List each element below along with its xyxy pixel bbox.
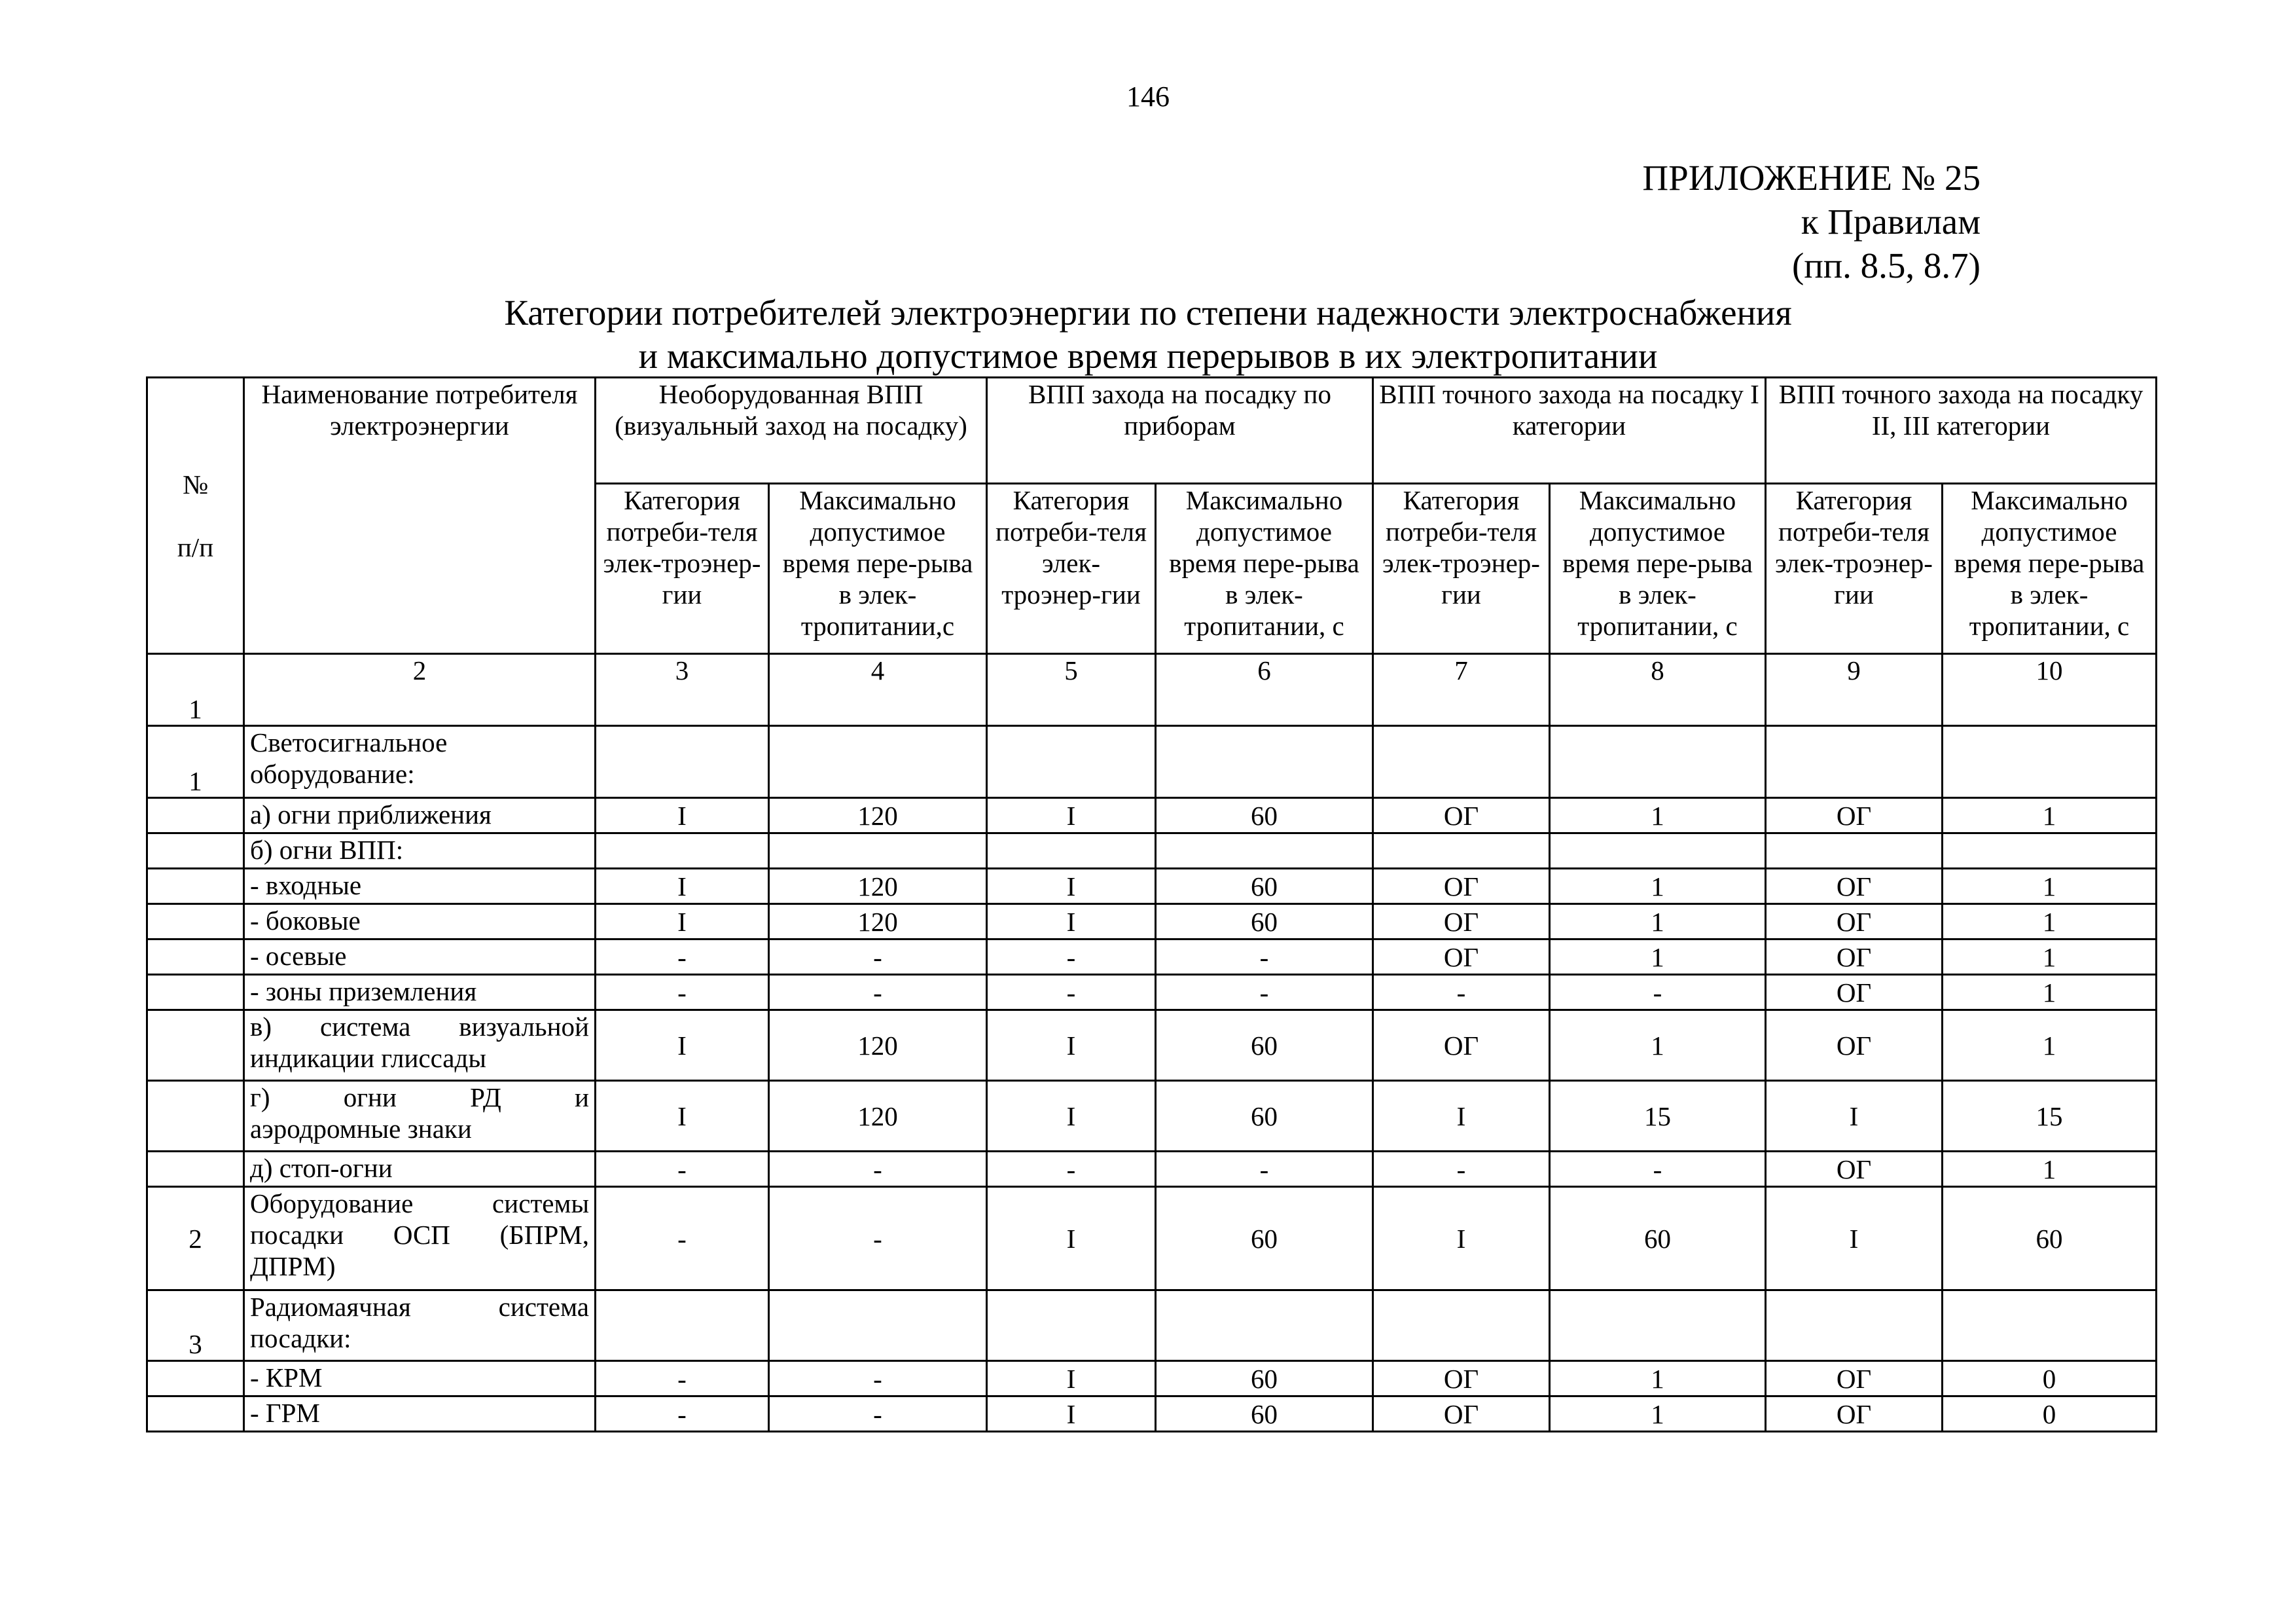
title-line-2: и максимально допустимое время перерывов в их электропитании — [638, 336, 1658, 376]
column-number-row — [147, 654, 2157, 726]
cell-category: I — [1766, 1187, 1943, 1290]
cell-category: I — [596, 798, 769, 833]
column-number: 8 — [1550, 654, 1766, 726]
header-max-time: Максимально допустимое время пере-рыва в элек-тропитании, с — [1550, 484, 1766, 654]
cell-category — [1373, 833, 1550, 869]
table-row — [147, 939, 2157, 975]
cell-category — [596, 833, 769, 869]
header-category: Категория потреби-теля элек-троэнер-гии — [987, 484, 1156, 654]
cell-category: I — [596, 904, 769, 939]
cell-category: - — [987, 975, 1156, 1010]
appendix-clauses: (пп. 8.5, 8.7) — [1792, 246, 1981, 285]
row-label-line: в) система визуальной — [250, 1012, 589, 1042]
table-row — [147, 798, 2157, 833]
row-label — [244, 1187, 596, 1290]
cell-max-time: - — [769, 1396, 987, 1432]
cell-category — [596, 726, 769, 798]
cell-category: I — [987, 1081, 1156, 1152]
cell-max-time — [1550, 1290, 1766, 1361]
cell-max-time: - — [1156, 1152, 1373, 1187]
cell-max-time: 1 — [1550, 1361, 1766, 1396]
row-label: - боковые — [244, 904, 596, 939]
cell-max-time: 60 — [1943, 1187, 2157, 1290]
cell-category: - — [596, 975, 769, 1010]
cell-max-time: 60 — [1156, 1187, 1373, 1290]
row-label: д) стоп-огни — [244, 1152, 596, 1187]
cell-max-time: 60 — [1156, 1361, 1373, 1396]
cell-max-time: 1 — [1943, 1010, 2157, 1081]
column-number: 1 — [147, 654, 244, 726]
table-row — [147, 1081, 2157, 1152]
cell-max-time: 1 — [1943, 975, 2157, 1010]
cell-category: ОГ — [1766, 975, 1943, 1010]
page-number: 146 — [1126, 81, 1170, 113]
header-number-sign: № — [182, 469, 209, 500]
cell-category: ОГ — [1373, 798, 1550, 833]
row-label: - осевые — [244, 939, 596, 975]
cell-category: ОГ — [1766, 1010, 1943, 1081]
appendix-heading — [1522, 156, 1981, 287]
table-row — [147, 1010, 2157, 1081]
cell-max-time: 1 — [1550, 904, 1766, 939]
cell-category: I — [1766, 1081, 1943, 1152]
cell-category: I — [987, 904, 1156, 939]
cell-category: ОГ — [1373, 1010, 1550, 1081]
column-number: 2 — [244, 654, 596, 726]
row-number — [147, 1081, 244, 1152]
cell-category: ОГ — [1766, 1152, 1943, 1187]
row-number: 3 — [147, 1290, 244, 1361]
header-category: Категория потреби-теля элек-троэнер-гии — [596, 484, 769, 654]
cell-category: - — [987, 939, 1156, 975]
table-row — [147, 833, 2157, 869]
cell-max-time: - — [769, 1361, 987, 1396]
cell-max-time: 1 — [1550, 1396, 1766, 1432]
cell-category: - — [596, 1152, 769, 1187]
cell-max-time: 120 — [769, 869, 987, 904]
cell-max-time: 1 — [1550, 869, 1766, 904]
row-number — [147, 869, 244, 904]
column-number: 10 — [1943, 654, 2157, 726]
cell-max-time — [1943, 833, 2157, 869]
row-number: 2 — [147, 1187, 244, 1290]
cell-max-time — [1943, 1290, 2157, 1361]
cell-category: I — [987, 798, 1156, 833]
cell-category: I — [987, 869, 1156, 904]
column-number: 5 — [987, 654, 1156, 726]
cell-max-time — [1550, 726, 1766, 798]
row-number — [147, 975, 244, 1010]
cell-category: - — [1373, 975, 1550, 1010]
cell-max-time: - — [769, 975, 987, 1010]
power-categories-table — [146, 376, 2157, 1432]
cell-category: ОГ — [1373, 869, 1550, 904]
cell-category — [987, 726, 1156, 798]
column-number: 3 — [596, 654, 769, 726]
column-number: 7 — [1373, 654, 1550, 726]
cell-category — [1373, 1290, 1550, 1361]
header-consumer-name: Наименование потребителя электроэнергии — [244, 378, 596, 654]
header-max-time: Максимально допустимое время пере-рыва в элек-тропитании, с — [1156, 484, 1373, 654]
table-row — [147, 1187, 2157, 1290]
cell-max-time: 0 — [1943, 1396, 2157, 1432]
cell-max-time: 1 — [1550, 939, 1766, 975]
cell-category: I — [1373, 1187, 1550, 1290]
table-row — [147, 726, 2157, 798]
column-number: 6 — [1156, 654, 1373, 726]
row-number — [147, 1010, 244, 1081]
cell-max-time: 120 — [769, 904, 987, 939]
cell-max-time — [769, 1290, 987, 1361]
row-label-line: Радиомаячная система — [250, 1292, 589, 1322]
cell-max-time: 60 — [1156, 869, 1373, 904]
row-label — [244, 1081, 596, 1152]
cell-max-time: 120 — [769, 1010, 987, 1081]
cell-max-time: 15 — [1943, 1081, 2157, 1152]
row-label-line: Оборудование системы — [250, 1188, 589, 1218]
cell-category: - — [1373, 1152, 1550, 1187]
cell-category: I — [987, 1187, 1156, 1290]
header-category: Категория потреби-теля элек-троэнер-гии — [1373, 484, 1550, 654]
row-number — [147, 1396, 244, 1432]
row-number — [147, 1152, 244, 1187]
cell-category: ОГ — [1373, 904, 1550, 939]
table-row — [147, 1361, 2157, 1396]
table-row — [147, 904, 2157, 939]
cell-max-time: 1 — [1943, 798, 2157, 833]
header-group-instrument: ВПП захода на посадку по приборам — [987, 378, 1373, 484]
cell-max-time: 60 — [1156, 798, 1373, 833]
column-number: 4 — [769, 654, 987, 726]
row-number: 1 — [147, 726, 244, 798]
cell-category: ОГ — [1373, 939, 1550, 975]
cell-category: I — [596, 1010, 769, 1081]
cell-max-time: - — [769, 1187, 987, 1290]
appendix-reference: к Правилам — [1801, 202, 1981, 242]
row-label-line: индикации глиссады — [250, 1043, 486, 1073]
header-group-visual: Необорудованная ВПП (визуальный заход на посадку) — [596, 378, 987, 484]
header-category: Категория потреби-теля элек-троэнер-гии — [1766, 484, 1943, 654]
row-number — [147, 833, 244, 869]
cell-max-time: 60 — [1156, 1396, 1373, 1432]
cell-max-time: 120 — [769, 798, 987, 833]
cell-category — [1766, 1290, 1943, 1361]
header-row-1 — [147, 378, 2157, 484]
row-number — [147, 1361, 244, 1396]
row-label: - входные — [244, 869, 596, 904]
row-label: - КРМ — [244, 1361, 596, 1396]
cell-category: I — [987, 1010, 1156, 1081]
row-number — [147, 904, 244, 939]
header-group-cat-1: ВПП точного захода на посадку I категории — [1373, 378, 1766, 484]
cell-max-time: 1 — [1943, 869, 2157, 904]
cell-max-time: - — [1550, 975, 1766, 1010]
table-row — [147, 1152, 2157, 1187]
cell-max-time: 1 — [1943, 904, 2157, 939]
row-label-line: посадки: — [250, 1323, 351, 1353]
cell-max-time — [769, 833, 987, 869]
cell-max-time: 1 — [1550, 798, 1766, 833]
cell-max-time: 1 — [1943, 939, 2157, 975]
row-label: б) огни ВПП: — [244, 833, 596, 869]
cell-category — [1766, 726, 1943, 798]
cell-category: ОГ — [1766, 1361, 1943, 1396]
cell-max-time: 120 — [769, 1081, 987, 1152]
table-row — [147, 1290, 2157, 1361]
header-number-abbr: п/п — [177, 532, 214, 562]
cell-max-time: 1 — [1550, 1010, 1766, 1081]
header-max-time: Максимально допустимое время пере-рыва в элек-тропитании, с — [1943, 484, 2157, 654]
appendix-number: ПРИЛОЖЕНИЕ № 25 — [1642, 158, 1981, 198]
cell-category: - — [987, 1152, 1156, 1187]
row-label-line: ДПРМ) — [250, 1251, 336, 1281]
header-max-time: Максимально допустимое время пере-рыва в элек-тропитании,с — [769, 484, 987, 654]
cell-category — [1373, 726, 1550, 798]
cell-max-time — [1156, 1290, 1373, 1361]
row-label: - ГРМ — [244, 1396, 596, 1432]
cell-category — [987, 1290, 1156, 1361]
cell-max-time: 1 — [1943, 1152, 2157, 1187]
cell-category: ОГ — [1766, 869, 1943, 904]
header-number — [147, 378, 244, 654]
cell-max-time: 60 — [1156, 1010, 1373, 1081]
row-number — [147, 939, 244, 975]
cell-category: I — [596, 1081, 769, 1152]
cell-category: I — [1373, 1081, 1550, 1152]
table-row — [147, 975, 2157, 1010]
cell-category: ОГ — [1766, 939, 1943, 975]
cell-category — [1766, 833, 1943, 869]
table-row — [147, 1396, 2157, 1432]
title-line-1: Категории потребителей электроэнергии по степени надежности электроснабжения — [504, 293, 1792, 333]
cell-category: ОГ — [1766, 798, 1943, 833]
cell-category: I — [987, 1361, 1156, 1396]
cell-max-time — [1550, 833, 1766, 869]
cell-category: I — [596, 869, 769, 904]
row-label — [244, 1010, 596, 1081]
cell-category — [596, 1290, 769, 1361]
cell-category: I — [987, 1396, 1156, 1432]
cell-category: ОГ — [1766, 1396, 1943, 1432]
cell-max-time — [769, 726, 987, 798]
cell-category: ОГ — [1766, 904, 1943, 939]
row-label — [244, 1290, 596, 1361]
cell-max-time: - — [769, 1152, 987, 1187]
cell-category — [987, 833, 1156, 869]
cell-max-time: - — [1156, 939, 1373, 975]
row-label: - зоны приземления — [244, 975, 596, 1010]
cell-max-time — [1156, 726, 1373, 798]
cell-category: - — [596, 1361, 769, 1396]
cell-category: - — [596, 1187, 769, 1290]
row-label: а) огни приближения — [244, 798, 596, 833]
cell-category: ОГ — [1373, 1396, 1550, 1432]
row-number — [147, 798, 244, 833]
row-label-line: г) огни РД и — [250, 1082, 589, 1112]
cell-max-time: 60 — [1156, 1081, 1373, 1152]
cell-max-time: - — [1550, 1152, 1766, 1187]
cell-category: - — [596, 1396, 769, 1432]
column-number: 9 — [1766, 654, 1943, 726]
cell-max-time — [1943, 726, 2157, 798]
cell-category: ОГ — [1373, 1361, 1550, 1396]
row-label: Светосигнальное оборудование: — [244, 726, 596, 798]
table-row — [147, 869, 2157, 904]
cell-max-time: 60 — [1156, 904, 1373, 939]
cell-max-time — [1156, 833, 1373, 869]
cell-max-time: 0 — [1943, 1361, 2157, 1396]
document-title — [0, 291, 2296, 378]
header-group-cat-2-3: ВПП точного захода на посадку II, III категории — [1766, 378, 2157, 484]
row-label-line: посадки ОСП (БПРМ, — [250, 1220, 589, 1250]
cell-max-time: 15 — [1550, 1081, 1766, 1152]
cell-max-time: - — [769, 939, 987, 975]
cell-category: - — [596, 939, 769, 975]
cell-max-time: - — [1156, 975, 1373, 1010]
row-label-line: аэродромные знаки — [250, 1114, 472, 1144]
cell-max-time: 60 — [1550, 1187, 1766, 1290]
